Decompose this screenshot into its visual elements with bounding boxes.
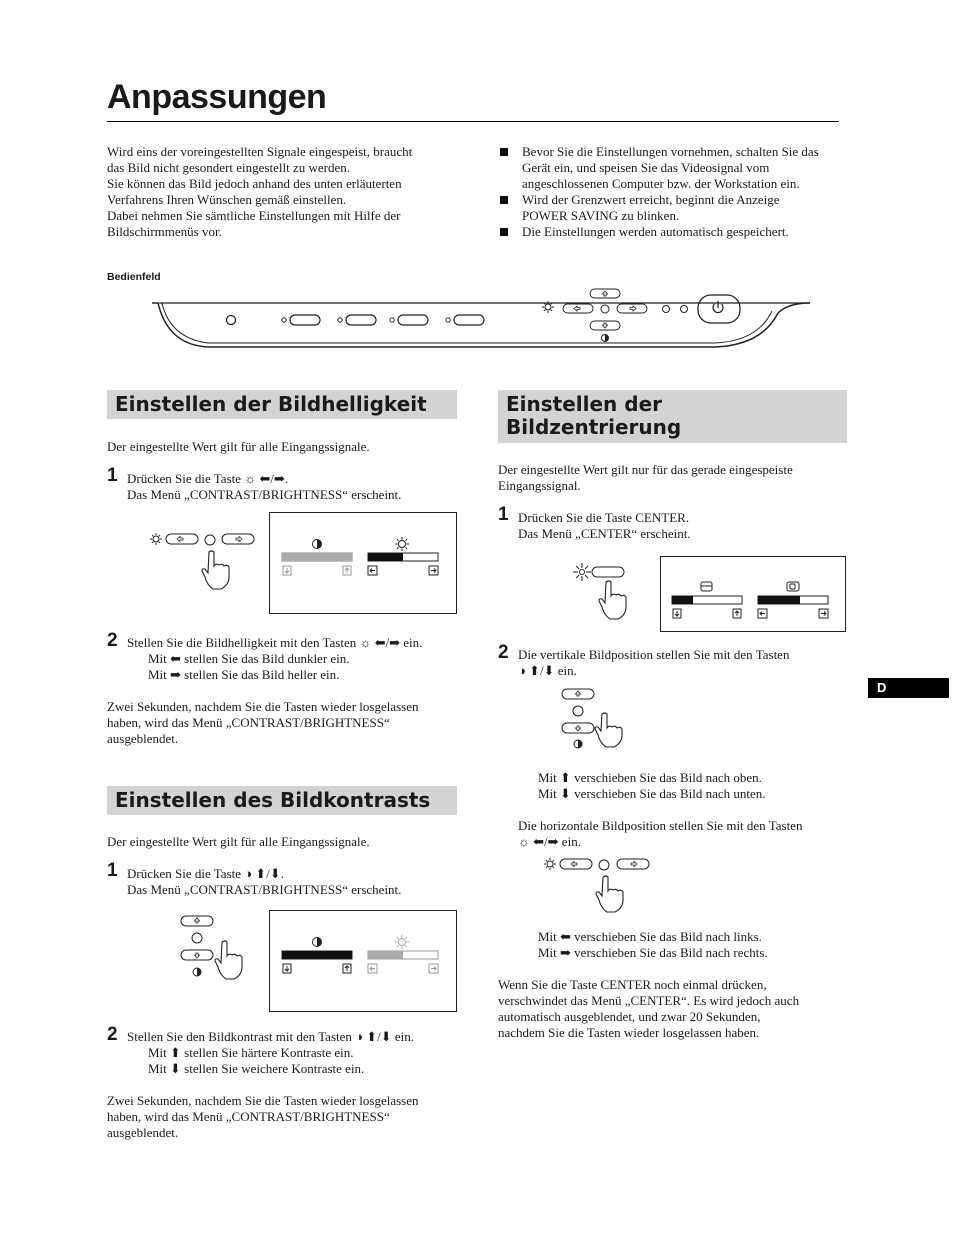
horizontal-intro-text: Die horizontale Bildposition stellen Sie mit den Tasten: [518, 818, 803, 833]
control-panel-illustration: [150, 283, 815, 355]
section-heading-contrast: Einstellen des Bildkontrasts: [107, 786, 457, 815]
down-button: [590, 321, 620, 330]
horizontal-level-bar: [758, 596, 800, 604]
intro-line: Wird eins der voreingestellten Signale eingespeist, braucht: [107, 144, 413, 159]
intro-paragraph: [107, 144, 457, 240]
panel-button: [290, 315, 320, 325]
contrast-note: Der eingestellte Wert gilt für alle Eingangssignale.: [107, 834, 370, 849]
contrast-icon: [574, 740, 582, 748]
horizontal-right-text: Mit ➡ verschieben Sie das Bild nach rechts.: [538, 945, 768, 960]
panel-button: [398, 315, 428, 325]
vertical-down-text: Mit ⬇ verschieben Sie das Bild nach unten.: [538, 786, 766, 801]
step-number: 1: [107, 860, 118, 881]
center-button-illustration: [572, 560, 632, 630]
vertical-up-text: Mit ⬆ verschieben Sie das Bild nach oben.: [538, 770, 762, 785]
horizontal-intro-text2: ☼ ⬅/➡ ein.: [518, 834, 581, 849]
brightness-step1-text: Drücken Sie die Taste ☼ ⬅/➡.: [127, 471, 289, 486]
center-icon: [573, 563, 591, 581]
horizontal-buttons-illustration: [541, 852, 653, 914]
hand-pointer-icon: [599, 581, 626, 619]
brightness-level-bar: [368, 951, 403, 959]
brightness-step1-result: Das Menü „CONTRAST/BRIGHTNESS“ erscheint.: [127, 487, 402, 502]
list-item: Die Einstellungen werden automatisch gespeichert.: [498, 224, 858, 240]
contrast-brightness-menu: [269, 512, 457, 614]
centering-step1-text: Drücken Sie die Taste CENTER.: [518, 510, 690, 525]
up-button: [590, 289, 620, 298]
brightness-level-bar: [368, 553, 403, 561]
contrast-step2-text: Stellen Sie den Bildkontrast mit den Tasten ◑ ⬆/⬇ ein.: [127, 1029, 415, 1044]
brightness-icon: [150, 533, 162, 545]
page-title: Anpassungen: [107, 78, 327, 116]
step-number: 2: [498, 642, 509, 663]
brightness-note: Der eingestellte Wert gilt für alle Eingangssignale.: [107, 439, 370, 454]
brightness-step2-text: Stellen Sie die Bildhelligkeit mit den Tasten ☼ ⬅/➡ ein.: [127, 635, 423, 650]
step-number: 2: [107, 630, 118, 651]
brightness-step2-darker: Mit ⬅ stellen Sie das Bild dunkler ein.: [148, 651, 350, 666]
contrast-brightness-menu: [269, 910, 457, 1012]
intro-line: das Bild nicht gesondert eingestellt zu werden.: [107, 160, 350, 175]
hand-pointer-icon: [595, 713, 622, 747]
section-heading-brightness: Einstellen der Bildhelligkeit: [107, 390, 457, 419]
section-heading-centering: Einstellen der Bildzentrierung: [498, 390, 847, 443]
intro-line: Verfahrens Ihren Wünschen gemäß einstellen.: [107, 192, 347, 207]
contrast-icon: [602, 335, 609, 342]
notes-list: [498, 144, 858, 240]
brightness-icon: [544, 858, 556, 870]
contrast-buttons-illustration: [178, 912, 258, 982]
step-number: 1: [107, 465, 118, 486]
step-number: 1: [498, 504, 509, 525]
contrast-icon: [193, 968, 201, 976]
panel-label: Bedienfeld: [107, 271, 161, 283]
power-button: [698, 295, 740, 323]
centering-closing: Wenn Sie die Taste CENTER noch einmal drücken, verschwindet das Menü „CENTER“. Es wird jedoch auch automatisch ausgeblendet, und zwar 20 Sekunden, nachdem Sie die Tasten wieder losgelassen haben.: [498, 977, 800, 1040]
vertical-level-bar: [672, 596, 693, 604]
contrast-level-bar: [282, 553, 352, 561]
bullet-square-icon: [500, 228, 508, 236]
title-rule: [107, 121, 839, 122]
contrast-step1-text: Drücken Sie die Taste ◑ ⬆/⬇.: [127, 866, 285, 881]
bullet-square-icon: [500, 148, 508, 156]
centering-step1-result: Das Menü „CENTER“ erscheint.: [518, 526, 691, 541]
centering-note: Der eingestellte Wert gilt nur für das gerade eingespeiste Eingangssignal.: [498, 462, 793, 493]
brightness-closing: Zwei Sekunden, nachdem Sie die Tasten wieder losgelassen haben, wird das Menü „CONTRAST/BRIGHTNESS“ ausgeblendet.: [107, 699, 419, 746]
brightness-buttons-illustration: [148, 528, 260, 590]
power-indicator-icon: [227, 316, 236, 325]
vertical-buttons-illustration: [560, 686, 632, 752]
hand-pointer-icon: [596, 876, 623, 912]
intro-line: Sie können das Bild jedoch anhand des unten erläuterten: [107, 176, 402, 191]
contrast-closing: Zwei Sekunden, nachdem Sie die Tasten wieder losgelassen haben, wird das Menü „CONTRAST/BRIGHTNESS“ ausgeblendet.: [107, 1093, 419, 1140]
contrast-level-bar: [282, 951, 352, 959]
intro-line: Bildschirmmenüs vor.: [107, 224, 222, 239]
horizontal-left-text: Mit ⬅ verschieben Sie das Bild nach links.: [538, 929, 762, 944]
language-tab: D: [868, 678, 949, 698]
hand-pointer-icon: [202, 551, 229, 589]
right-button: [617, 304, 647, 313]
panel-button: [346, 315, 376, 325]
list-item: Bevor Sie die Einstellungen vornehmen, schalten Sie das Gerät ein, und speisen Sie das Videosignal vom angeschlossenen Computer bzw. der Workstation ein.: [498, 144, 858, 192]
centering-step2-text2: ◑ ⬆/⬇ ein.: [518, 663, 577, 678]
intro-line: Dabei nehmen Sie sämtliche Einstellungen mit Hilfe der: [107, 208, 401, 223]
list-item: Wird der Grenzwert erreicht, beginnt die Anzeige POWER SAVING zu blinken.: [498, 192, 858, 224]
contrast-step1-result: Das Menü „CONTRAST/BRIGHTNESS“ erscheint.: [127, 882, 402, 897]
brightness-step2-brighter: Mit ➡ stellen Sie das Bild heller ein.: [148, 667, 340, 682]
contrast-step2-softer: Mit ⬇ stellen Sie weichere Kontraste ein.: [148, 1061, 365, 1076]
centering-step2-text: Die vertikale Bildposition stellen Sie mit den Tasten: [518, 647, 790, 662]
hand-pointer-icon: [215, 941, 242, 979]
contrast-step2-harder: Mit ⬆ stellen Sie härtere Kontraste ein.: [148, 1045, 354, 1060]
step-number: 2: [107, 1024, 118, 1045]
bullet-square-icon: [500, 196, 508, 204]
center-menu: [660, 556, 846, 632]
left-button: [563, 304, 593, 313]
panel-button: [454, 315, 484, 325]
